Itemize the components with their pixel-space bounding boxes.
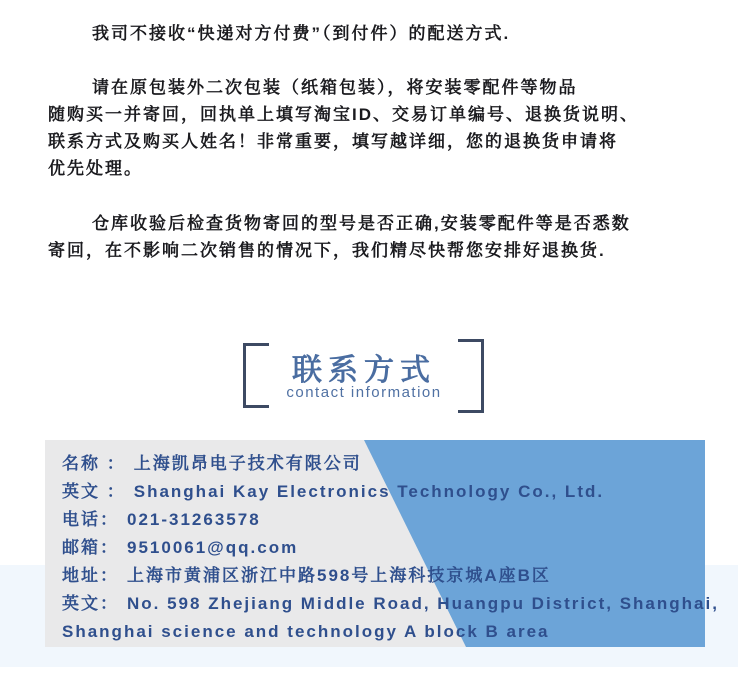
- contact-row-name: [62, 450, 692, 478]
- contact-row-address: [62, 562, 692, 590]
- contact-row-label: 邮箱：: [62, 538, 119, 557]
- contact-row-label: 英文：: [62, 594, 119, 613]
- contact-row-address-en-wrap: [62, 618, 692, 646]
- contact-row-value: Shanghai science and technology A block B area: [62, 622, 550, 641]
- contact-row-value: Shanghai Kay Electronics Technology Co., Ltd.: [133, 482, 605, 501]
- shipping-refusal-notice: [48, 20, 704, 47]
- contact-row-label: 地址：: [62, 566, 119, 585]
- contact-section-title: 联系方式: [292, 354, 436, 387]
- contact-info-list: [62, 450, 719, 646]
- contact-row-value: 9510061@qq.com: [127, 538, 299, 557]
- contact-row-label: 英文 ：: [62, 482, 126, 501]
- notice-line: 随购买一并寄回，回执单上填写淘宝ID、交易订单编号、退换货说明、: [48, 105, 639, 124]
- notice-line: 请在原包装外二次包装（纸箱包装），将安装零配件等物品: [92, 78, 578, 97]
- contact-section-subtitle: contact information: [286, 384, 442, 401]
- notice-line: 优先处理。: [48, 159, 143, 178]
- notice-line: 联系方式及购买人姓名！非常重要，填写越详细，您的退换货申请将: [48, 132, 618, 151]
- warehouse-inspection-notice: [48, 210, 704, 264]
- contact-row-label: 电话：: [62, 510, 119, 529]
- contact-row-name-en: [62, 478, 692, 506]
- notice-line: 仓库收验后检查货物寄回的型号是否正确,安装零配件等是否悉数: [92, 214, 631, 233]
- contact-row-value: 上海市黄浦区浙江中路598号上海科技京城A座B区: [127, 566, 551, 585]
- contact-row-value: 上海凯昂电子技术有限公司: [133, 454, 362, 473]
- notice-line: 寄回，在不影响二次销售的情况下，我们精尽快帮您安排好退换货.: [48, 241, 606, 260]
- contact-row-value: No. 598 Zhejiang Middle Road, Huangpu District, Shanghai,: [127, 594, 719, 613]
- contact-row-label: 名称 ：: [62, 454, 126, 473]
- contact-row-value: 021-31263578: [127, 510, 261, 529]
- contact-row-phone: [62, 506, 692, 534]
- contact-row-address-en: [62, 590, 719, 618]
- return-packing-instructions: [48, 74, 704, 182]
- notice-line: 我司不接收“快递对方付费”（到付件）的配送方式.: [92, 24, 511, 43]
- contact-row-email: [62, 534, 692, 562]
